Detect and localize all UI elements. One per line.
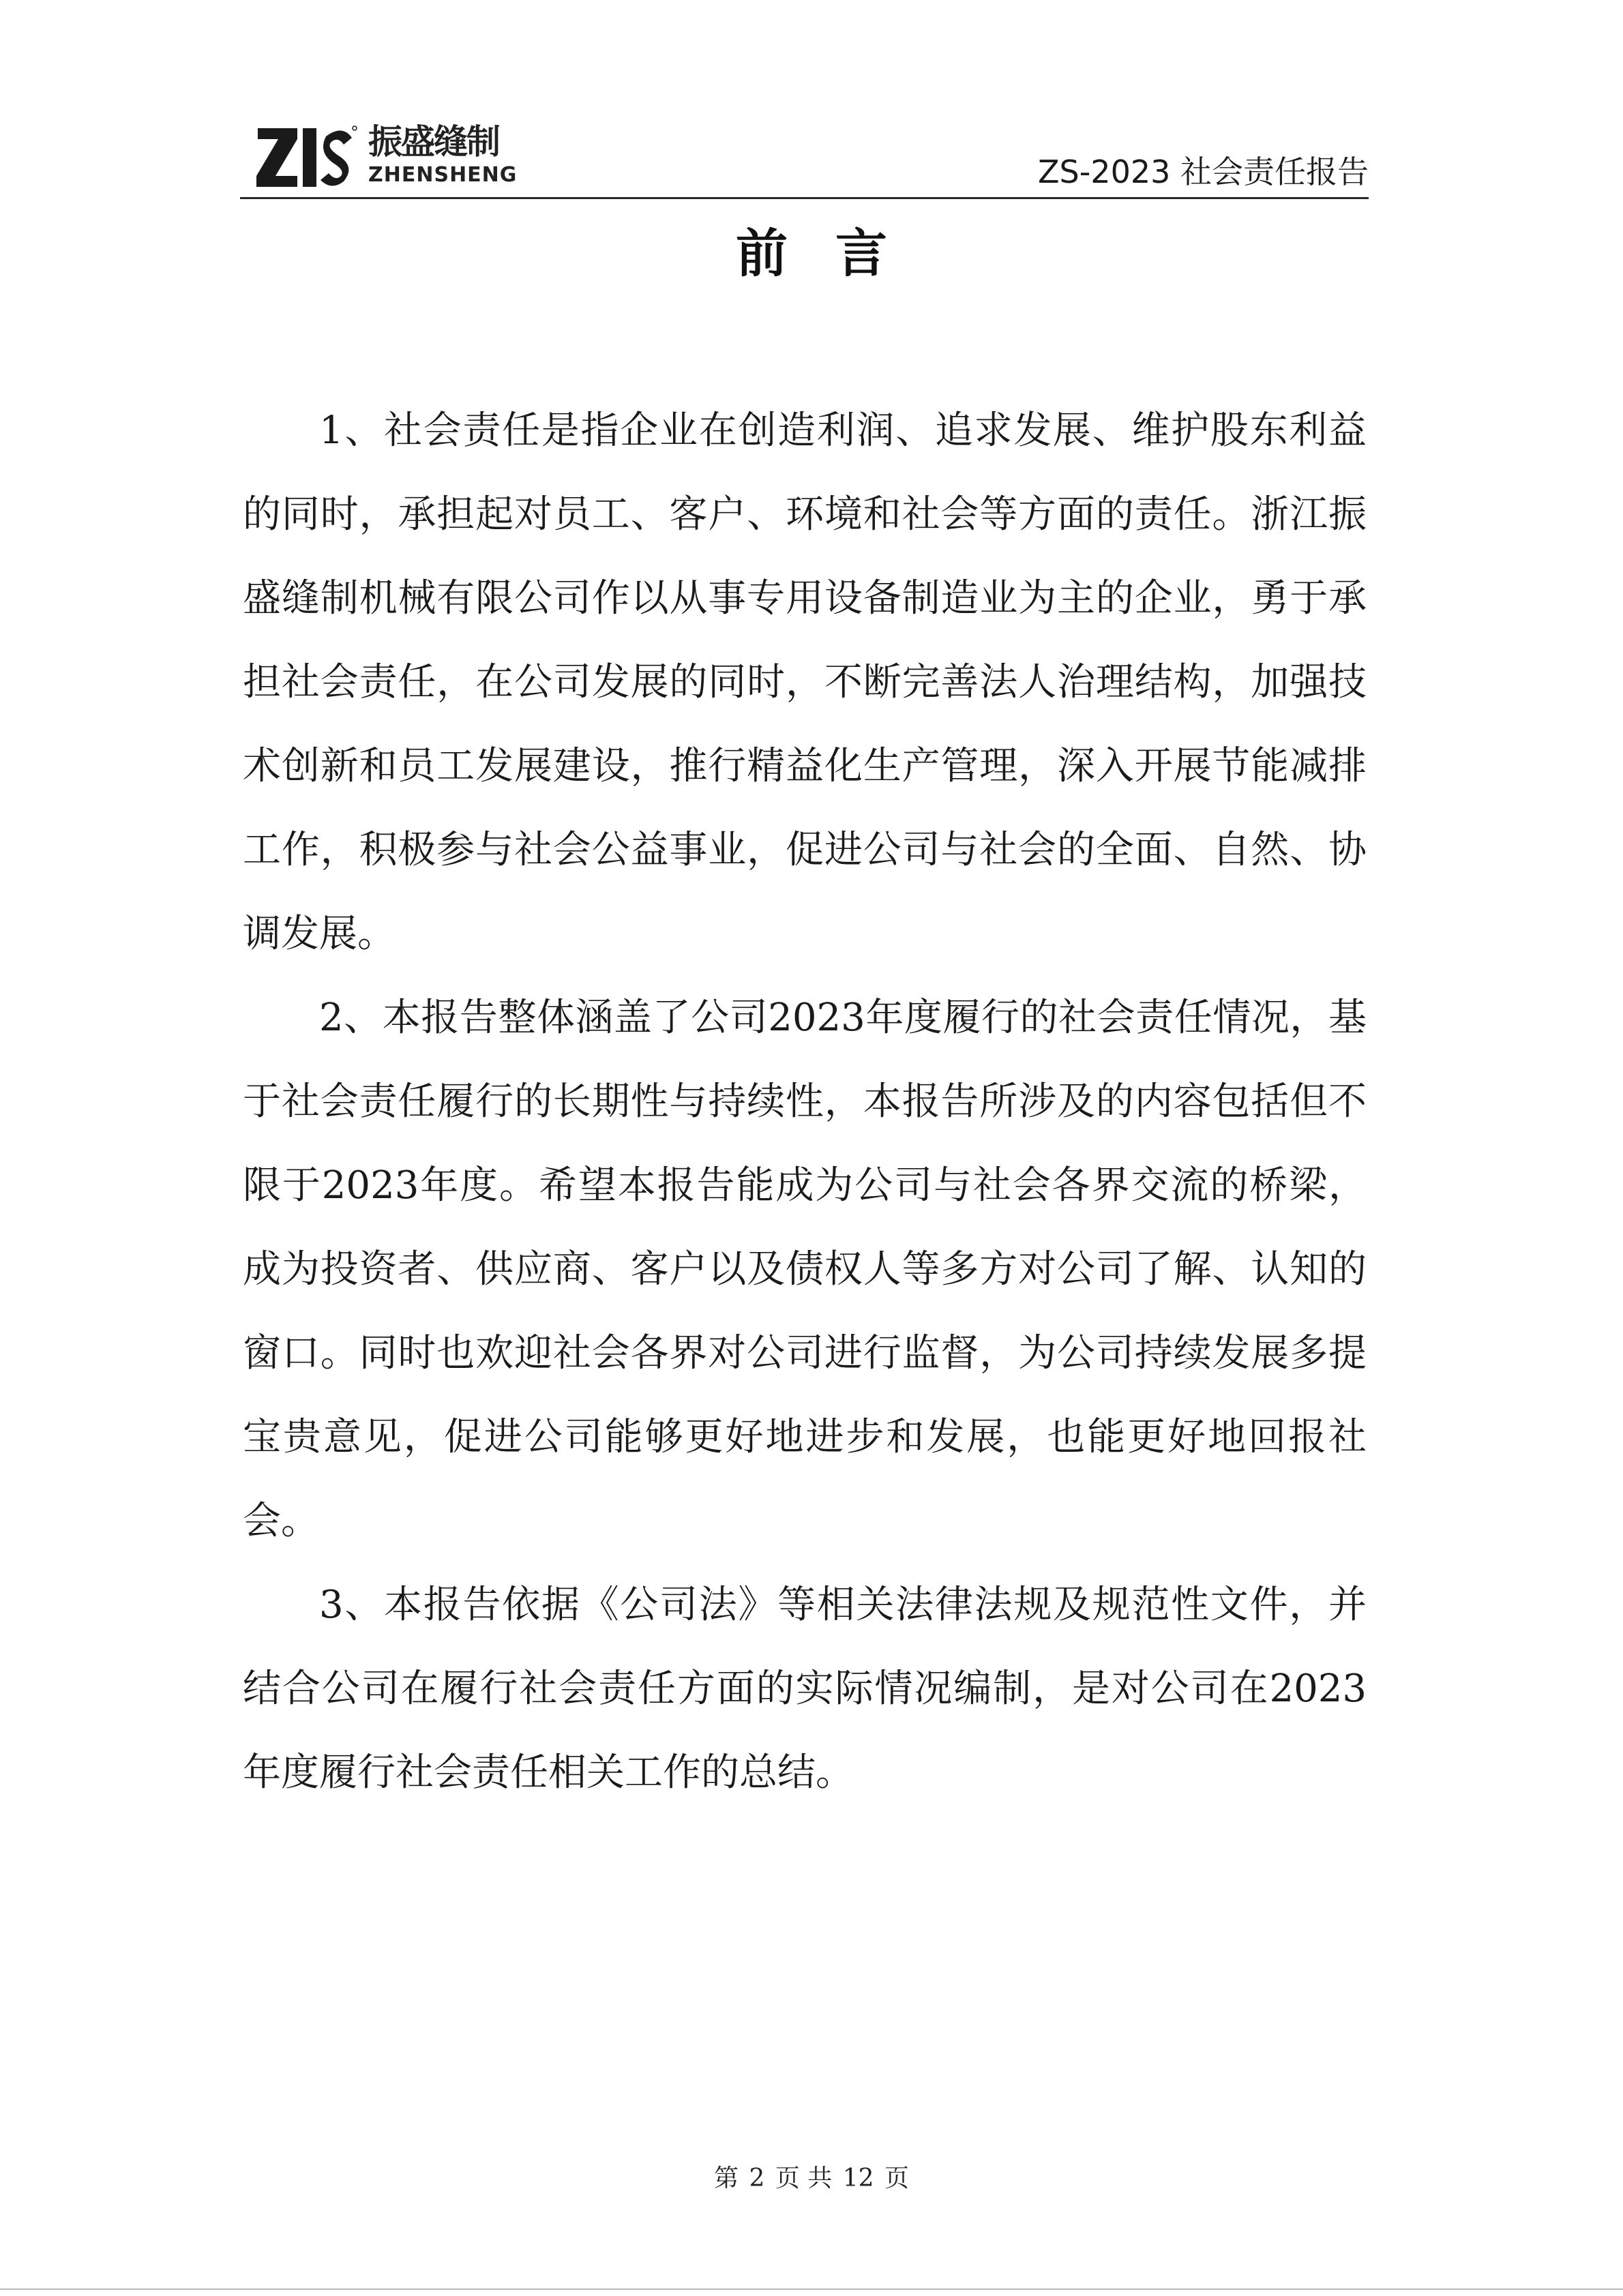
- scan-edge-line: [0, 2288, 1623, 2290]
- paragraph-1: 1、社会责任是指企业在创造利润、追求发展、维护股东利益的同时，承担起对员工、客户、环境和社会等方面的责任。浙江振盛缝制机械有限公司作以从事专用设备制造业为主的企业，勇于承担社会责任，在公司发展的同时，不断完善法人治理结构，加强技术创新和员工发展建设，推行精益化生产管理，深入开展节能减排工作，积极参与社会公益事业，促进公司与社会的全面、自然、协调发展。: [243, 408, 1367, 956]
- paragraph-2: 2、本报告整体涵盖了公司2023年度履行的社会责任情况，基于社会责任履行的长期性与持续性，本报告所涉及的内容包括但不限于2023年度。希望本报告能成为公司与社会各界交流的桥梁，成为投资者、供应商、客户以及债权人等多方对公司了解、认知的窗口。同时也欢迎社会各界对公司进行监督，为公司持续发展多提宝贵意见，促进公司能够更好地进步和发展，也能更好地回报社会。: [243, 996, 1367, 1543]
- footer-current-page: 2: [749, 2164, 765, 2192]
- logo-text-en: ZHENSHENG: [368, 163, 518, 187]
- logo-text-cn: 振盛缝制: [368, 122, 499, 162]
- company-logo: [255, 123, 610, 198]
- footer-suffix: 页: [884, 2164, 909, 2192]
- header-divider: [240, 197, 1369, 199]
- footer-middle: 页 共: [775, 2164, 833, 2192]
- body-content: [243, 389, 1367, 1815]
- paragraph-3: 3、本报告依据《公司法》等相关法律法规及规范性文件，并结合公司在履行社会责任方面的实际情况编制，是对公司在2023年度履行社会责任相关工作的总结。: [243, 1583, 1367, 1795]
- footer-total-pages: 12: [842, 2164, 874, 2192]
- footer-prefix: 第: [713, 2164, 739, 2192]
- report-title: ZS-2023 社会责任报告: [1038, 153, 1369, 190]
- page-footer: [0, 2162, 1623, 2196]
- page-header: [240, 116, 1369, 198]
- page-title: 前言: [736, 223, 935, 284]
- zs-logo-icon: [255, 123, 357, 191]
